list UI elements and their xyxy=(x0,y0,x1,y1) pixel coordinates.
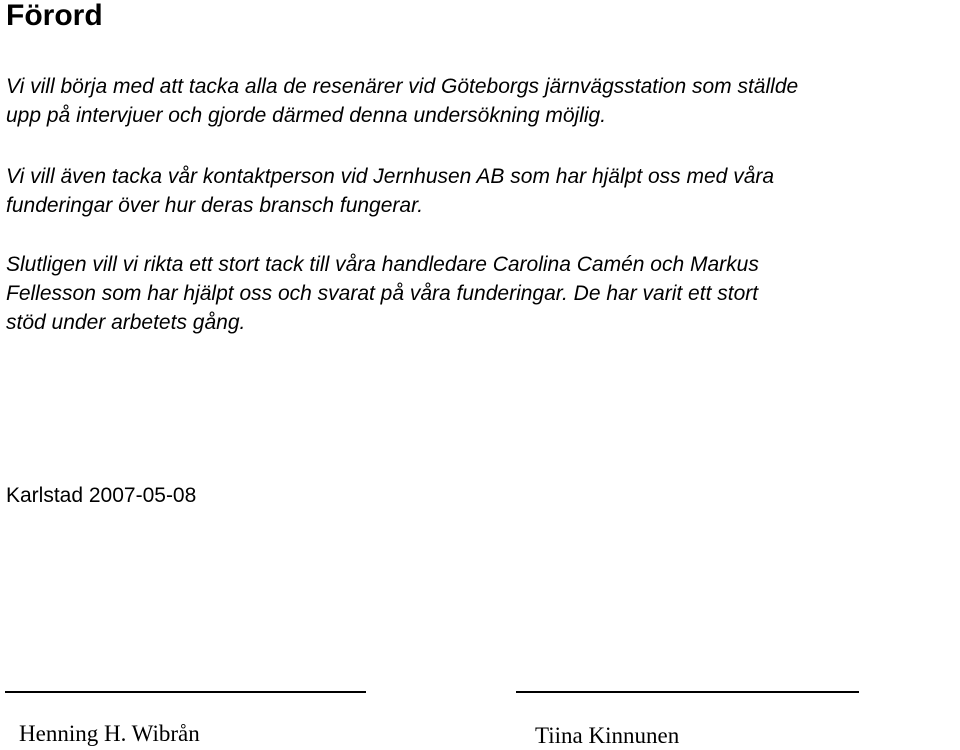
paragraph-line: funderingar över hur deras bransch fungerar. xyxy=(6,194,424,217)
paragraph-line: upp på intervjuer och gjorde därmed denna undersökning möjlig. xyxy=(6,104,607,127)
paragraph-line: stöd under arbetets gång. xyxy=(6,311,246,334)
paragraph-thanks-travelers xyxy=(6,72,798,130)
paragraph-line: Fellesson som har hjälpt oss och svarat på våra funderingar. De har varit ett stort xyxy=(6,282,759,305)
signature-line-left xyxy=(5,691,366,693)
paragraph-thanks-contact xyxy=(6,162,774,220)
signature-name-left: Henning H. Wibrån xyxy=(19,721,200,746)
paragraph-line: Vi vill börja med att tacka alla de resenärer vid Göteborgs järnvägsstation som ställde xyxy=(6,75,799,98)
signature-line-right xyxy=(516,691,859,693)
paragraph-line: Vi vill även tacka vår kontaktperson vid Jernhusen AB som har hjälpt oss med våra xyxy=(6,165,775,188)
paragraph-thanks-supervisors xyxy=(6,250,759,337)
signature-name-right: Tiina Kinnunen xyxy=(535,723,680,748)
page-title: Förord xyxy=(6,0,103,32)
paragraph-line: Slutligen vill vi rikta ett stort tack till våra handledare Carolina Camén och Markus xyxy=(6,253,759,276)
place-and-date: Karlstad 2007-05-08 xyxy=(6,484,197,507)
